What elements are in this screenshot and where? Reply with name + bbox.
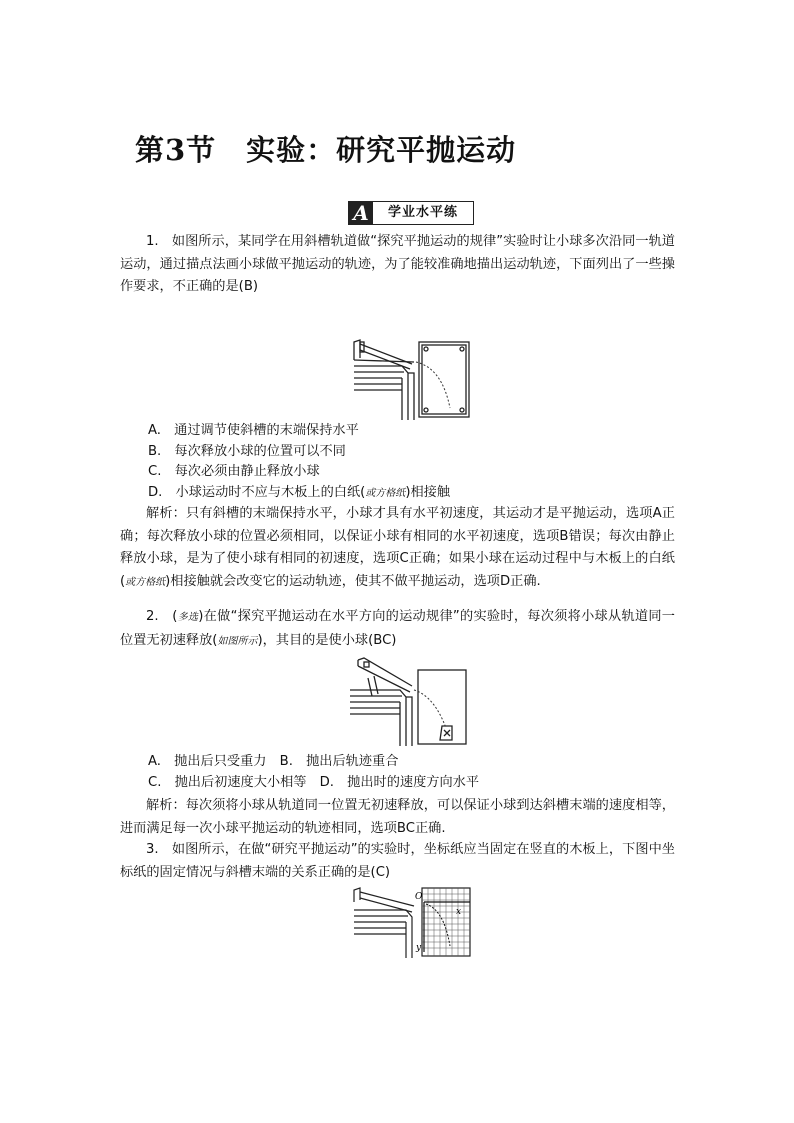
q2-stem: [120, 606, 675, 653]
q3-origin-label: O: [415, 892, 423, 902]
q1-figure: [352, 338, 472, 420]
q1-option-a: A. 通过调节使斜槽的末端保持水平: [148, 423, 359, 438]
q3-figure: [352, 886, 474, 958]
q2-stem-note: 如图所示: [217, 635, 258, 647]
badge-letter: A: [349, 202, 373, 224]
q1-option-c: C. 每次必须由静止释放小球: [148, 464, 320, 479]
q3-y-label: y: [416, 943, 422, 953]
q2-options-row2: C. 抛出后初速度大小相等 D. 抛出时的速度方向水平: [148, 775, 480, 790]
q1-analysis-pre: 解析：只有斜槽的末端保持水平，小球才具有水平初速度，其运动才是平抛运动，选项A正确；每次释放小球的位置必须相同，以保证小球有相同的水平初速度，选项B错误；每次由静止释放小球，是为了使小球有相同的初速度，选项C正确；如果小球在运动过程中与木板上的白纸(: [120, 506, 675, 589]
q2-stem-post: )，其目的是使小球(BC): [257, 632, 397, 648]
q1-analysis-post: )相接触就会改变它的运动轨迹，使其不做平抛运动，选项D正确.: [165, 573, 541, 589]
q1-analysis: [120, 503, 675, 594]
q2-stem-num: 2. (: [146, 609, 178, 624]
q2-stem-mid: )在做“探究平抛运动在水平方向的运动规律”的实验时，每次须将小球从轨道同一位置无初速释放(: [120, 609, 675, 648]
q3-x-label: x: [456, 907, 462, 917]
q1-option-d: [148, 483, 450, 504]
q1-option-d-post: )相接触: [405, 485, 451, 500]
q3-stem: 3. 如图所示，在做“研究平抛运动”的实验时，坐标纸应当固定在竖直的木板上，下图中坐标纸的固定情况与斜槽末端的关系正确的是(C): [120, 842, 675, 880]
badge-text: 学业水平练: [387, 205, 458, 220]
q1-option-d-pre: D. 小球运动时不应与木板上的白纸(: [148, 485, 366, 500]
q2-options-row1: A. 抛出后只受重力 B. 抛出后轨迹重合: [148, 754, 399, 769]
q1-analysis-note: 或方格纸: [125, 576, 166, 588]
q2-analysis: 解析：每次须将小球从轨道同一位置无初速释放，可以保证小球到达斜槽末端的速度相等，进而满足每一次小球平抛运动的轨迹相同，选项BC正确.: [120, 798, 675, 836]
q1-stem: 1. 如图所示，某同学在用斜槽轨道做“探究平抛运动的规律”实验时让小球多次沿同一轨道运动，通过描点法画小球做平抛运动的轨迹，为了能较准确地描出运动轨迹，下面列出了一些操作要求，不正确的是(B): [120, 234, 675, 294]
q1-option-b: B. 每次释放小球的位置可以不同: [148, 444, 346, 459]
section-badge: [348, 201, 474, 225]
page-title: 第3节 实验：研究平抛运动: [135, 133, 517, 167]
q1-option-d-note: 或方格纸: [365, 488, 406, 499]
q2-stem-tag: 多选: [177, 612, 199, 623]
q2-figure: [348, 656, 470, 746]
